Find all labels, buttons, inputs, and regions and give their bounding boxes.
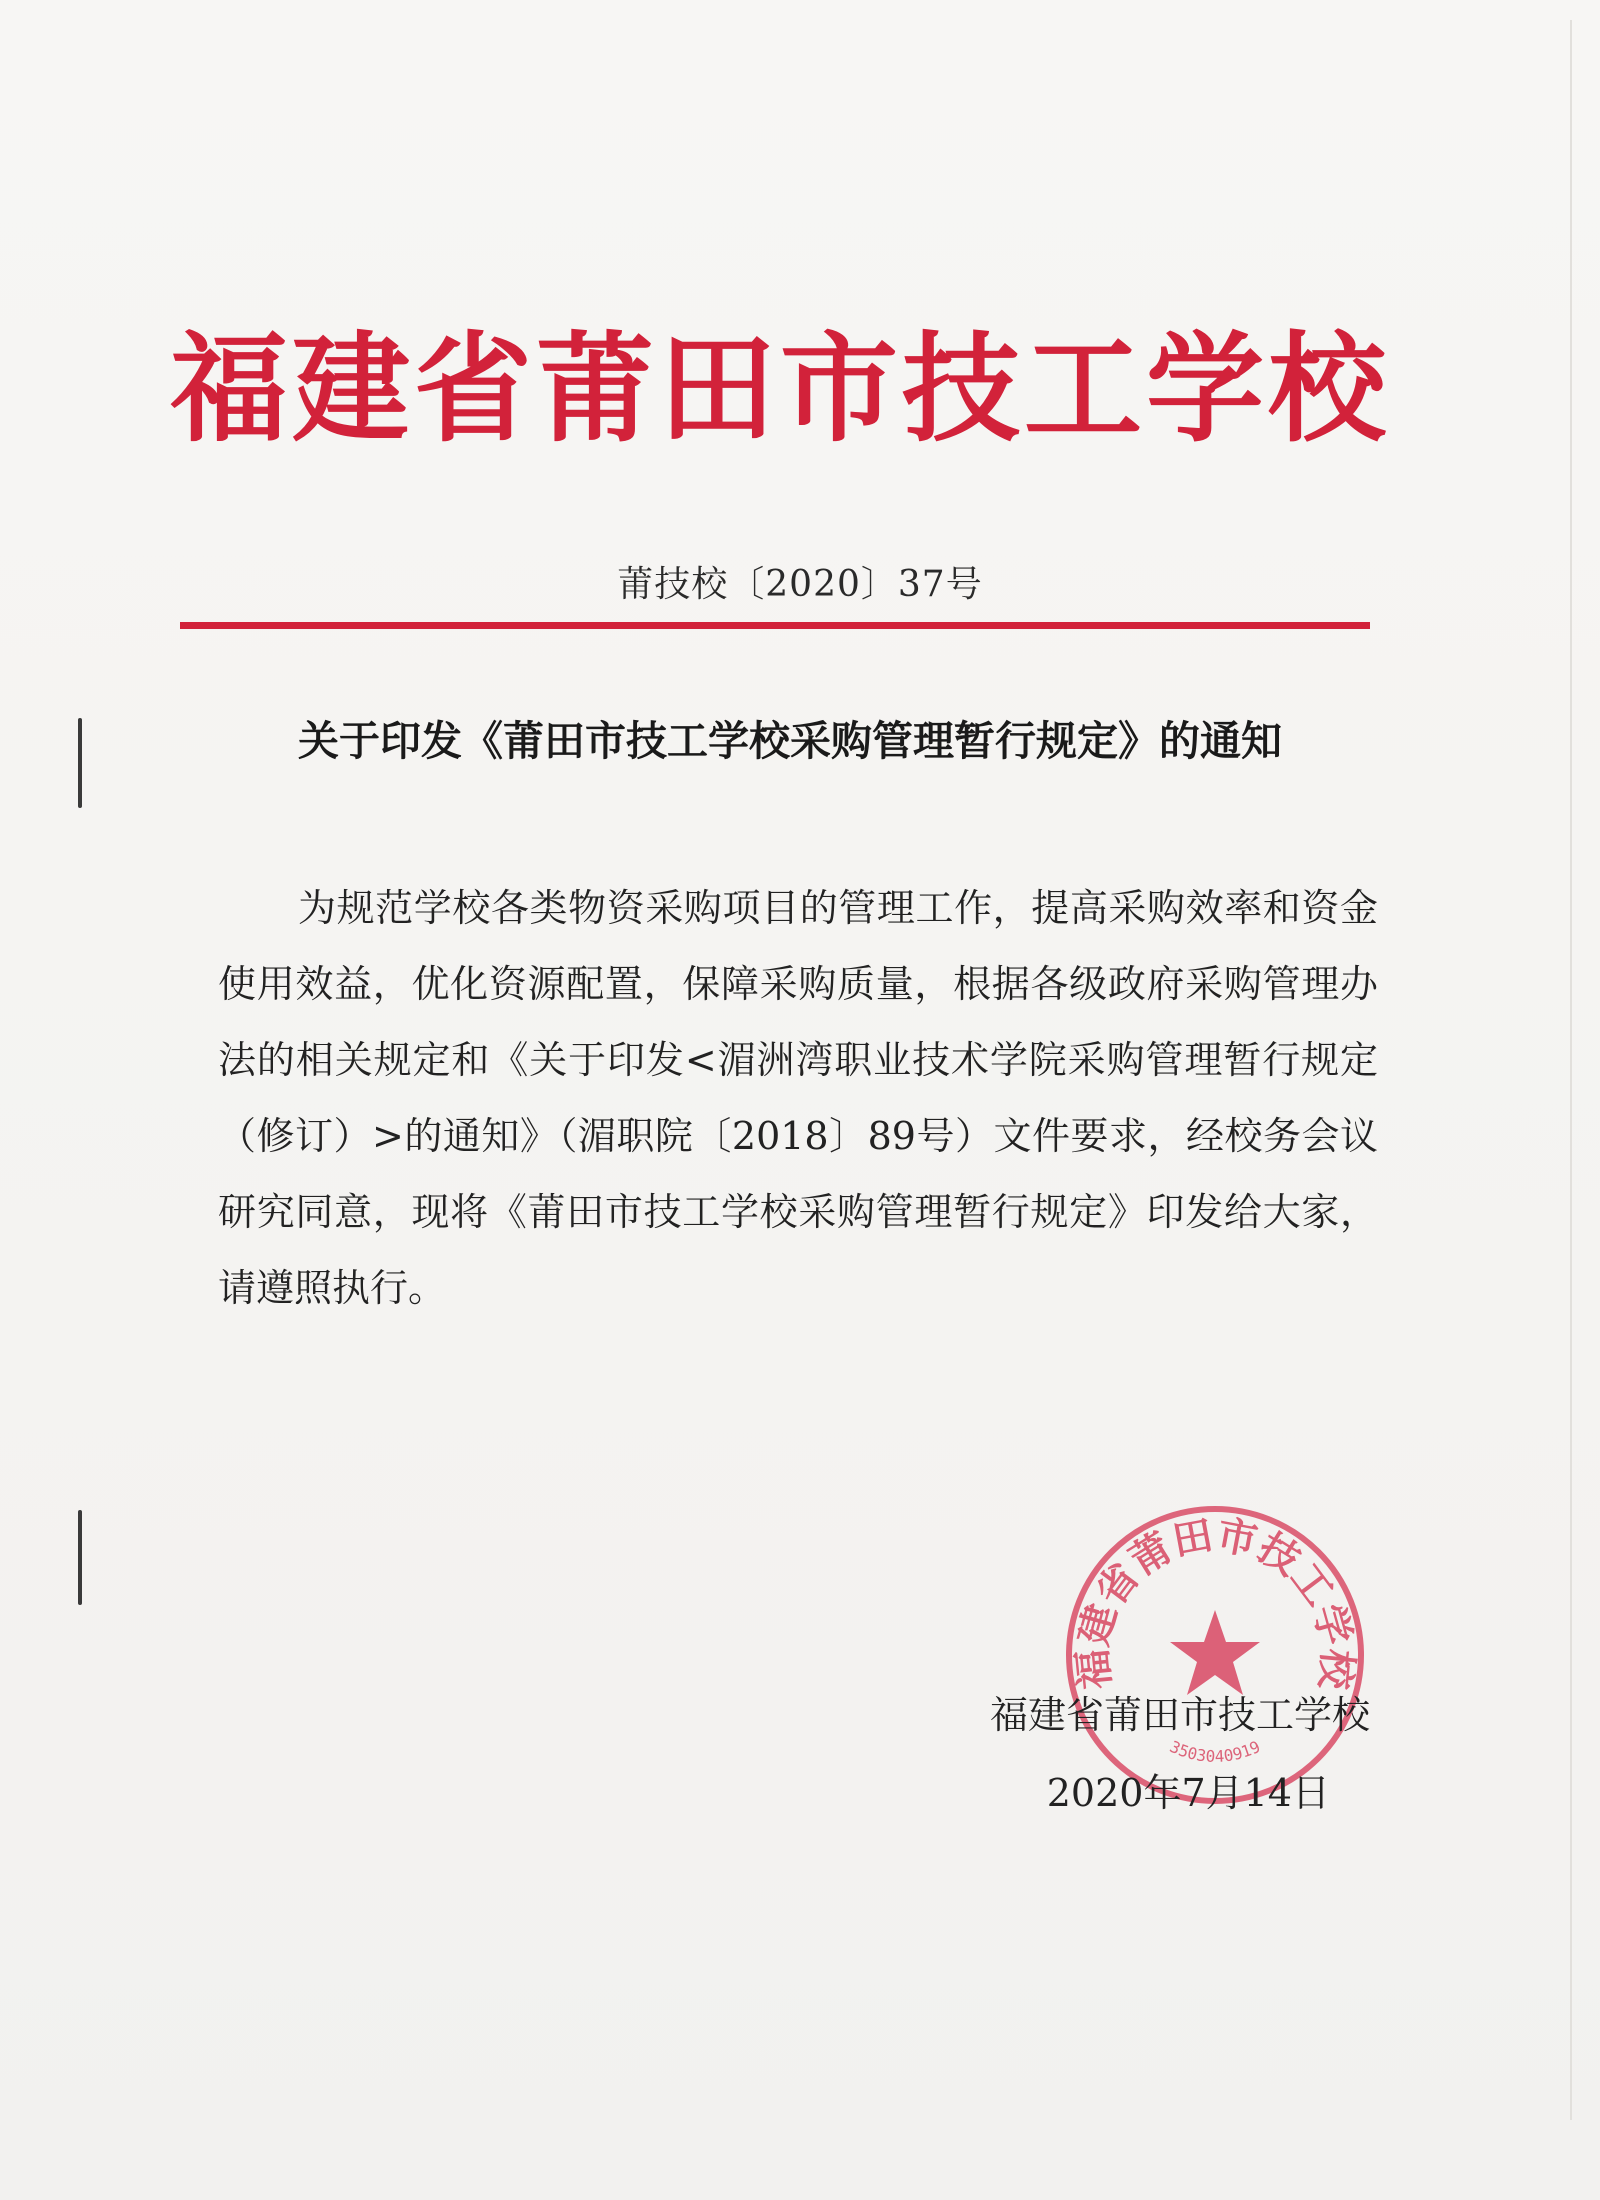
seal-code: 3503040919 bbox=[1166, 1736, 1264, 1766]
letterhead-title: 福建省莆田市技工学校 bbox=[170, 319, 1391, 458]
staple-mark-top bbox=[78, 718, 82, 808]
staple-mark-bottom bbox=[78, 1510, 82, 1605]
star-icon bbox=[1170, 1610, 1260, 1695]
page-edge bbox=[1570, 20, 1572, 2120]
document-title: 关于印发《莆田市技工学校采购管理暂行规定》的通知 bbox=[298, 717, 1282, 765]
red-divider-line bbox=[180, 622, 1370, 629]
issue-date: 2020年7月14日 bbox=[1046, 1771, 1330, 1815]
seal-text: 福建省莆田市技工学校 bbox=[1068, 1511, 1362, 1692]
document-number: 莆技校〔2020〕37号 bbox=[617, 564, 983, 605]
body-paragraph: 为规范学校各类物资采购项目的管理工作，提高采购效率和资金使用效益，优化资源配置，保障采购质量，根据各级政府采购管理办法的相关规定和《关于印发<湄洲湾职业技术学院采购管理暂行规定（修订）>的通知》（湄职院〔2018〕89号）文件要求，经校务会议研究同意，现将《莆田市技工学校采购管理暂行规定》印发给大家，请遵照执行。 bbox=[218, 886, 1378, 1310]
signature-issuer: 福建省莆田市技工学校 bbox=[989, 1693, 1370, 1737]
